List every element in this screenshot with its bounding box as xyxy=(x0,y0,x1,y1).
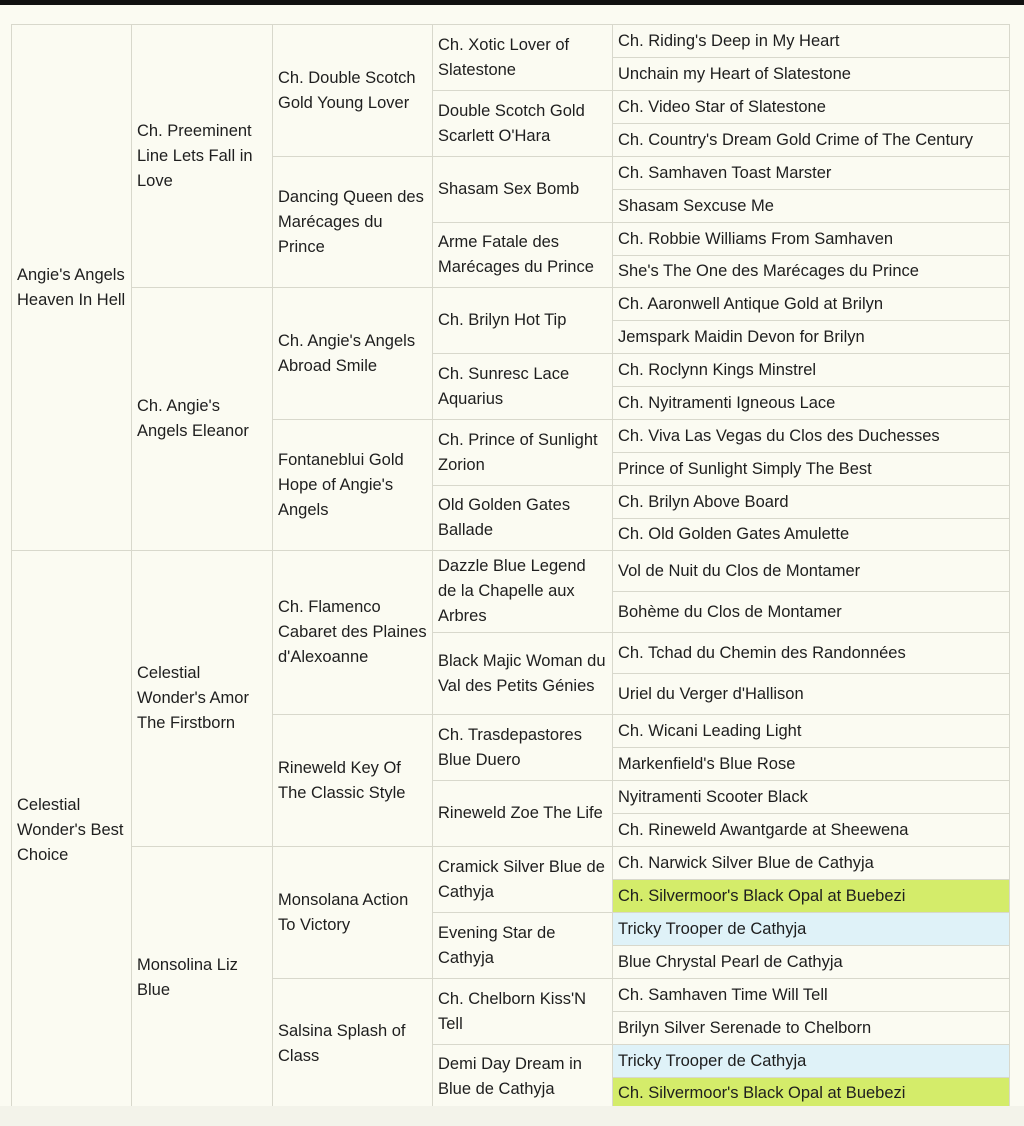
gen3-cell: Monsolana Action To Victory xyxy=(273,847,433,979)
gen2-sire-sire: Ch. Preeminent Line Lets Fall in Love xyxy=(132,25,273,288)
gen4-cell: Rineweld Zoe The Life xyxy=(433,781,613,847)
gen5-cell: Shasam Sexcuse Me xyxy=(613,190,1010,223)
gen5-cell: Nyitramenti Scooter Black xyxy=(613,781,1010,814)
gen1-sire: Angie's Angels Heaven In Hell xyxy=(12,25,132,551)
gen3-cell: Ch. Angie's Angels Abroad Smile xyxy=(273,288,433,420)
gen2-dam-dam: Monsolina Liz Blue xyxy=(132,847,273,1110)
gen4-cell: Black Majic Woman du Val des Petits Génies xyxy=(433,633,613,715)
gen5-cell: Blue Chrystal Pearl de Cathyja xyxy=(613,946,1010,979)
gen5-cell: Bohème du Clos de Montamer xyxy=(613,592,1010,633)
gen4-cell: Old Golden Gates Ballade xyxy=(433,486,613,551)
gen5-cell-highlighted: Ch. Silvermoor's Black Opal at Buebezi xyxy=(613,880,1010,913)
gen5-cell: Ch. Robbie Williams From Samhaven xyxy=(613,223,1010,256)
gen4-cell: Ch. Trasdepastores Blue Duero xyxy=(433,715,613,781)
gen4-cell: Demi Day Dream in Blue de Cathyja xyxy=(433,1045,613,1110)
gen4-cell: Dazzle Blue Legend de la Chapelle aux Arbres xyxy=(433,551,613,633)
gen5-cell: Ch. Old Golden Gates Amulette xyxy=(613,519,1010,551)
gen3-cell: Rineweld Key Of The Classic Style xyxy=(273,715,433,847)
gen4-cell: Cramick Silver Blue de Cathyja xyxy=(433,847,613,913)
gen5-cell: Brilyn Silver Serenade to Chelborn xyxy=(613,1012,1010,1045)
gen5-cell: Ch. Roclynn Kings Minstrel xyxy=(613,354,1010,387)
gen5-cell: Unchain my Heart of Slatestone xyxy=(613,58,1010,91)
gen5-cell: Ch. Country's Dream Gold Crime of The Century xyxy=(613,124,1010,157)
gen3-cell: Ch. Double Scotch Gold Young Lover xyxy=(273,25,433,157)
gen5-cell: Ch. Samhaven Time Will Tell xyxy=(613,979,1010,1012)
top-bar xyxy=(0,0,1024,5)
gen5-cell: Vol de Nuit du Clos de Montamer xyxy=(613,551,1010,592)
gen5-cell: She's The One des Marécages du Prince xyxy=(613,256,1010,288)
gen5-cell: Ch. Wicani Leading Light xyxy=(613,715,1010,748)
gen3-cell: Ch. Flamenco Cabaret des Plaines d'Alexoanne xyxy=(273,551,433,715)
gen3-cell: Fontaneblui Gold Hope of Angie's Angels xyxy=(273,420,433,551)
gen2-sire-dam: Ch. Angie's Angels Eleanor xyxy=(132,288,273,551)
pedigree-table xyxy=(11,24,1010,1110)
gen5-cell: Jemspark Maidin Devon for Brilyn xyxy=(613,321,1010,354)
gen3-cell: Dancing Queen des Marécages du Prince xyxy=(273,157,433,288)
gen4-cell: Arme Fatale des Marécages du Prince xyxy=(433,223,613,288)
gen5-cell: Ch. Narwick Silver Blue de Cathyja xyxy=(613,847,1010,880)
gen2-dam-sire: Celestial Wonder's Amor The Firstborn xyxy=(132,551,273,847)
gen4-cell: Evening Star de Cathyja xyxy=(433,913,613,979)
gen4-cell: Ch. Chelborn Kiss'N Tell xyxy=(433,979,613,1045)
gen5-cell: Markenfield's Blue Rose xyxy=(613,748,1010,781)
gen5-cell: Ch. Viva Las Vegas du Clos des Duchesses xyxy=(613,420,1010,453)
gen4-cell: Shasam Sex Bomb xyxy=(433,157,613,223)
gen4-cell: Ch. Prince of Sunlight Zorion xyxy=(433,420,613,486)
gen5-cell: Uriel du Verger d'Hallison xyxy=(613,674,1010,715)
gen5-cell: Ch. Riding's Deep in My Heart xyxy=(613,25,1010,58)
gen4-cell: Ch. Brilyn Hot Tip xyxy=(433,288,613,354)
gen4-cell: Double Scotch Gold Scarlett O'Hara xyxy=(433,91,613,157)
gen5-cell-highlighted: Ch. Silvermoor's Black Opal at Buebezi xyxy=(613,1078,1010,1110)
gen4-cell: Ch. Sunresc Lace Aquarius xyxy=(433,354,613,420)
gen5-cell-highlighted: Tricky Trooper de Cathyja xyxy=(613,1045,1010,1078)
gen5-cell: Ch. Samhaven Toast Marster xyxy=(613,157,1010,190)
gen5-cell: Ch. Tchad du Chemin des Randonnées xyxy=(613,633,1010,674)
gen5-cell: Ch. Rineweld Awantgarde at Sheewena xyxy=(613,814,1010,847)
gen3-cell: Salsina Splash of Class xyxy=(273,979,433,1110)
bottom-edge xyxy=(0,1106,1024,1126)
gen5-cell: Prince of Sunlight Simply The Best xyxy=(613,453,1010,486)
gen5-cell: Ch. Brilyn Above Board xyxy=(613,486,1010,519)
gen5-cell-highlighted: Tricky Trooper de Cathyja xyxy=(613,913,1010,946)
gen5-cell: Ch. Nyitramenti Igneous Lace xyxy=(613,387,1010,420)
gen4-cell: Ch. Xotic Lover of Slatestone xyxy=(433,25,613,91)
gen5-cell: Ch. Aaronwell Antique Gold at Brilyn xyxy=(613,288,1010,321)
gen1-dam: Celestial Wonder's Best Choice xyxy=(12,551,132,1110)
gen5-cell: Ch. Video Star of Slatestone xyxy=(613,91,1010,124)
